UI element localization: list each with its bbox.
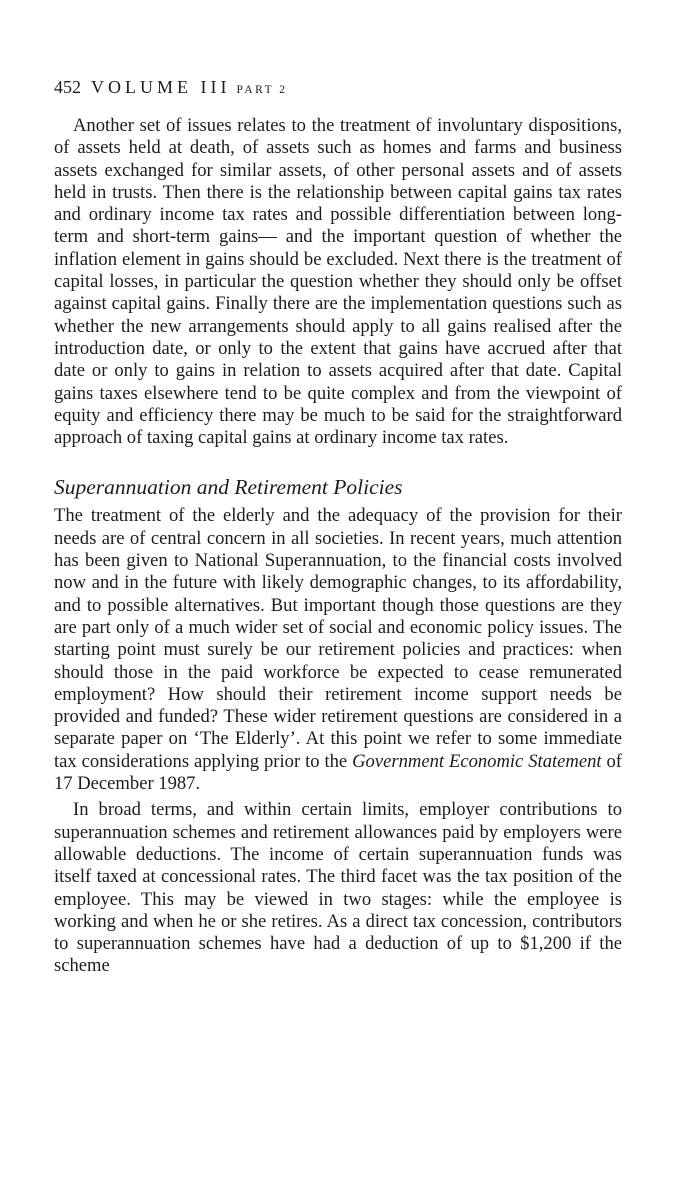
paragraph-superannuation-intro: [54, 505, 622, 795]
volume-label: VOLUME III: [91, 77, 231, 97]
running-header: [54, 76, 622, 101]
document-page: [54, 76, 622, 978]
part-label: PART 2: [236, 84, 288, 96]
statement-title: Government Economic Statement: [352, 750, 602, 772]
paragraph-capital-gains: Another set of issues relates to the treatment of involuntary dispositions, of assets held at death, of assets such as homes and farms and business assets exchanged for similar assets, of other personal assets and of assets held in trusts. Then there is the relationship between capital gains tax rates and ordinary income tax rates and possible differentiation between long-term and short-term gains— and the important question of whether the inflation element in gains should be excluded. Next there is the treatment of capital losses, in particular the question whether they should only be offset against capital gains. Finally there are the implementation questions such as whether the new arrangements should apply to all gains realised after the introduction date, or only to the extent that gains have accrued after that date or only to gains in relation to assets acquired after that date. Capital gains taxes elsewhere tend to be quite complex and from the viewpoint of equity and efficiency there may be much to be said for the straightforward approach of taxing capital gains at ordinary income tax rates.: [54, 115, 622, 449]
paragraph-text-end: of 17 December 1987.: [54, 750, 623, 795]
paragraph-tax-position: In broad terms, and within certain limits, employer contributions to superannuation schemes and retirement allowances paid by employers were allowable deductions. The income of certain superannuation funds was itself taxed at concessional rates. The third facet was the tax position of the employee. This may be viewed in two stages: while the employee is working and when he or she retires. As a direct tax concession, contributors to superannuation schemes have had a deduction of up to $1,200 if the scheme: [54, 799, 622, 977]
page-number: 452: [54, 77, 81, 97]
paragraph-text: The treatment of the elderly and the adequacy of the provision for their needs are of central concern in all societies. In recent years, much attention has been given to National Superannuation, to the financial costs involved now and in the future with likely demographic changes, to its affordability, and to possible alternatives. But important though those questions are they are part only of a much wider set of social and economic policy issues. The starting point must surely be our retirement policies and practices: when should those in the paid workforce be expected to cease remunerated employment? How should their retirement income support needs be provided and funded? These wider retirement questions are considered in a separate paper on ‘The Elderly’. At this point we refer to some immediate tax considerations applying prior to the: [54, 505, 622, 772]
section-heading: Superannuation and Retirement Policies: [54, 475, 403, 500]
